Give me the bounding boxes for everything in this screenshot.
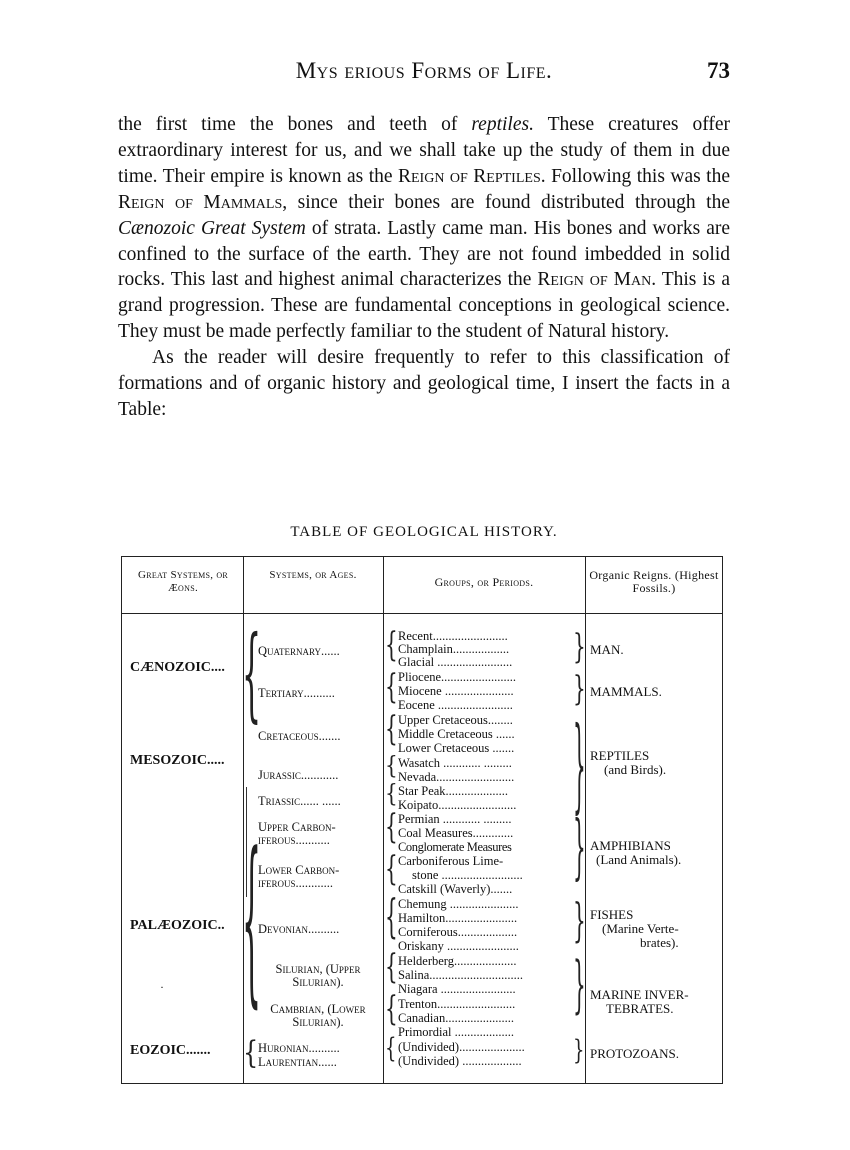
system-laurentian: Laurentian...... [258, 1055, 337, 1069]
column-divider [383, 557, 384, 1083]
group-brace: { [385, 945, 398, 987]
group-trenton: Trenton......................... [398, 997, 516, 1011]
group-corniferous: Corniferous................... [398, 925, 518, 939]
group-brace: { [385, 888, 398, 944]
group-brace: { [385, 778, 398, 808]
group-eocene: Eocene ........................ [398, 698, 513, 712]
emphasis-caenozoic: Cænozoic Great System [118, 217, 306, 239]
body-text [118, 112, 730, 423]
system-cretaceous: Cretaceous....... [258, 729, 341, 743]
header-groups: Groups, or Periods. [434, 575, 534, 589]
group-brace: { [385, 707, 398, 749]
page-number: 73 [707, 58, 730, 83]
page-header [118, 58, 730, 88]
reign-of-reptiles-term: Reign of Reptiles. [398, 165, 546, 187]
system-silurian: Silurian, (Upper Silurian). [275, 962, 361, 989]
stray-dot: · [160, 980, 164, 994]
group-brace: { [385, 665, 398, 707]
group-salina: Salina.............................. [398, 968, 523, 982]
reign-marine-invertebrates: MARINE INVER- [590, 987, 689, 1002]
group-wasatch: Wasatch ............ ......... [398, 756, 512, 770]
reign-marine-invertebrates-cont: TEBRATES. [606, 1001, 674, 1016]
group-champlain: Champlain.................. [398, 642, 510, 656]
group-recent: Recent........................ [398, 629, 508, 643]
group-pliocene: Pliocene........................ [398, 670, 517, 684]
group-nevada: Nevada......................... [398, 770, 515, 784]
system-cambrian: Cambrian, (Lower Silurian). [270, 1002, 366, 1029]
group-brace: { [385, 805, 398, 847]
reign-man: MAN. [590, 642, 624, 657]
era-caenozoic: CÆNOZOIC.... [130, 660, 225, 675]
group-chemung: Chemung ...................... [398, 897, 519, 911]
group-coal-measures: Coal Measures............. [398, 826, 514, 840]
group-undivided-laurentian: (Undivided) ................... [398, 1054, 522, 1068]
group-glacial: Glacial ........................ [398, 655, 513, 669]
reign-brace: } [573, 946, 586, 1022]
group-conglomerate-measures: Conglomerate Measures [398, 840, 512, 854]
reign-mammals: MAMMALS. [590, 684, 662, 699]
system-huronian: Huronian.......... [258, 1041, 340, 1055]
reign-brace: } [573, 892, 586, 948]
reign-brace: } [573, 625, 586, 667]
group-undivided-huronian: (Undivided)..................... [398, 1040, 525, 1054]
table-title: TABLE OF GEOLOGICAL HISTORY. [290, 524, 558, 540]
era-palaeozoic: PALÆOZOIC.. [130, 918, 225, 933]
system-quaternary: Quaternary...... [258, 644, 340, 658]
reign-amphibians-note: (Land Animals). [596, 852, 682, 867]
reign-brace: } [573, 1035, 585, 1067]
group-lower-cretaceous: Lower Cretaceous ....... [398, 741, 515, 755]
reign-reptiles-note: (and Birds). [604, 762, 667, 777]
header-divider [122, 613, 722, 614]
paragraph-2: As the reader will desire frequently to refer to this classification of formations and of organic history and geological time, I insert the facts in a Table: [118, 347, 730, 420]
group-canadian: Canadian...................... [398, 1011, 514, 1025]
group-star-peak: Star Peak.................... [398, 784, 509, 798]
reign-amphibians: AMPHIBIANS [590, 838, 671, 853]
system-tertiary: Tertiary.......... [258, 686, 335, 700]
group-carboniferous-limestone: Carboniferous Lime- [398, 854, 504, 868]
group-brace: { [385, 847, 398, 889]
reign-brace: } [573, 702, 586, 826]
group-upper-cretaceous: Upper Cretaceous........ [398, 713, 513, 727]
header-organic-reigns: Organic Reigns. (Highest Fossils.) [589, 568, 719, 595]
brace-caenozoic: { [242, 616, 262, 736]
group-oriskany: Oriskany ....................... [398, 939, 519, 953]
system-jurassic: Jurassic............ [258, 768, 339, 782]
reign-brace: } [573, 804, 586, 888]
reign-fishes-note-cont: brates). [640, 935, 679, 950]
system-lower-carboniferous: Lower Carbon- iferous............ [258, 863, 340, 890]
header-great-systems: Great Systems, or Æons. [137, 569, 229, 594]
reign-protozoans: PROTOZOANS. [590, 1046, 679, 1061]
system-upper-carboniferous: Upper Carbon- iferous........... [258, 820, 336, 847]
running-head: Mys erious Forms of Life. [295, 58, 553, 83]
era-eozoic: EOZOIC....... [130, 1043, 211, 1058]
group-koipato: Koipato......................... [398, 798, 517, 812]
header-systems: Systems, or Ages. [269, 569, 357, 581]
group-brace: { [385, 1033, 397, 1065]
brace-palaeozoic: { [242, 819, 262, 1029]
reign-brace: } [573, 667, 586, 709]
emphasis-reptiles: reptiles. [471, 114, 534, 135]
geological-table [121, 556, 723, 1084]
group-helderberg: Helderberg.................... [398, 954, 517, 968]
group-brace: { [385, 750, 398, 780]
group-permian: Permian ............ ......... [398, 812, 512, 826]
reign-fishes-note: (Marine Verte- [602, 921, 679, 936]
reign-reptiles: REPTILES [590, 748, 650, 763]
group-hamilton: Hamilton....................... [398, 911, 518, 925]
group-limestone-cont: stone .......................... [412, 868, 523, 882]
group-brace: { [385, 623, 398, 665]
reign-of-man-term: Reign of Man. [537, 269, 657, 291]
group-middle-cretaceous: Middle Cretaceous ...... [398, 727, 515, 741]
era-mesozoic: MESOZOIC..... [130, 753, 225, 768]
reign-of-mammals-term: Reign of Mammals, [118, 191, 288, 213]
paragraph-1: the first time the bones and teeth of reptiles. These creatures offer extraordinary interest for us, and we shall take up the study of them in due time. Their empire is known as the Reign of Reptiles. Following this was the Reign of Mammals, since their bones are found distributed through the Cænozoic Great System of strata. Lastly came man. His bones and works are confined to the surface of the earth. They are not found imbedded in solid rocks. This last and highest animal characterizes the Reign of Man. This is a grand progression. These are fundamental conceptions in geological science. They must be made perfectly familiar to the student of Natural history. [118, 114, 730, 343]
system-devonian: Devonian.......... [258, 922, 340, 936]
group-primordial: Primordial ................... [398, 1025, 514, 1039]
group-catskill: Catskill (Waverly)....... [398, 882, 513, 896]
group-brace: { [385, 987, 398, 1029]
group-miocene: Miocene ...................... [398, 684, 514, 698]
group-niagara: Niagara ........................ [398, 982, 516, 996]
system-triassic: Triassic...... ...... [258, 794, 341, 808]
reign-fishes: FISHES [590, 907, 634, 922]
brace-eozoic: { [243, 1034, 259, 1071]
